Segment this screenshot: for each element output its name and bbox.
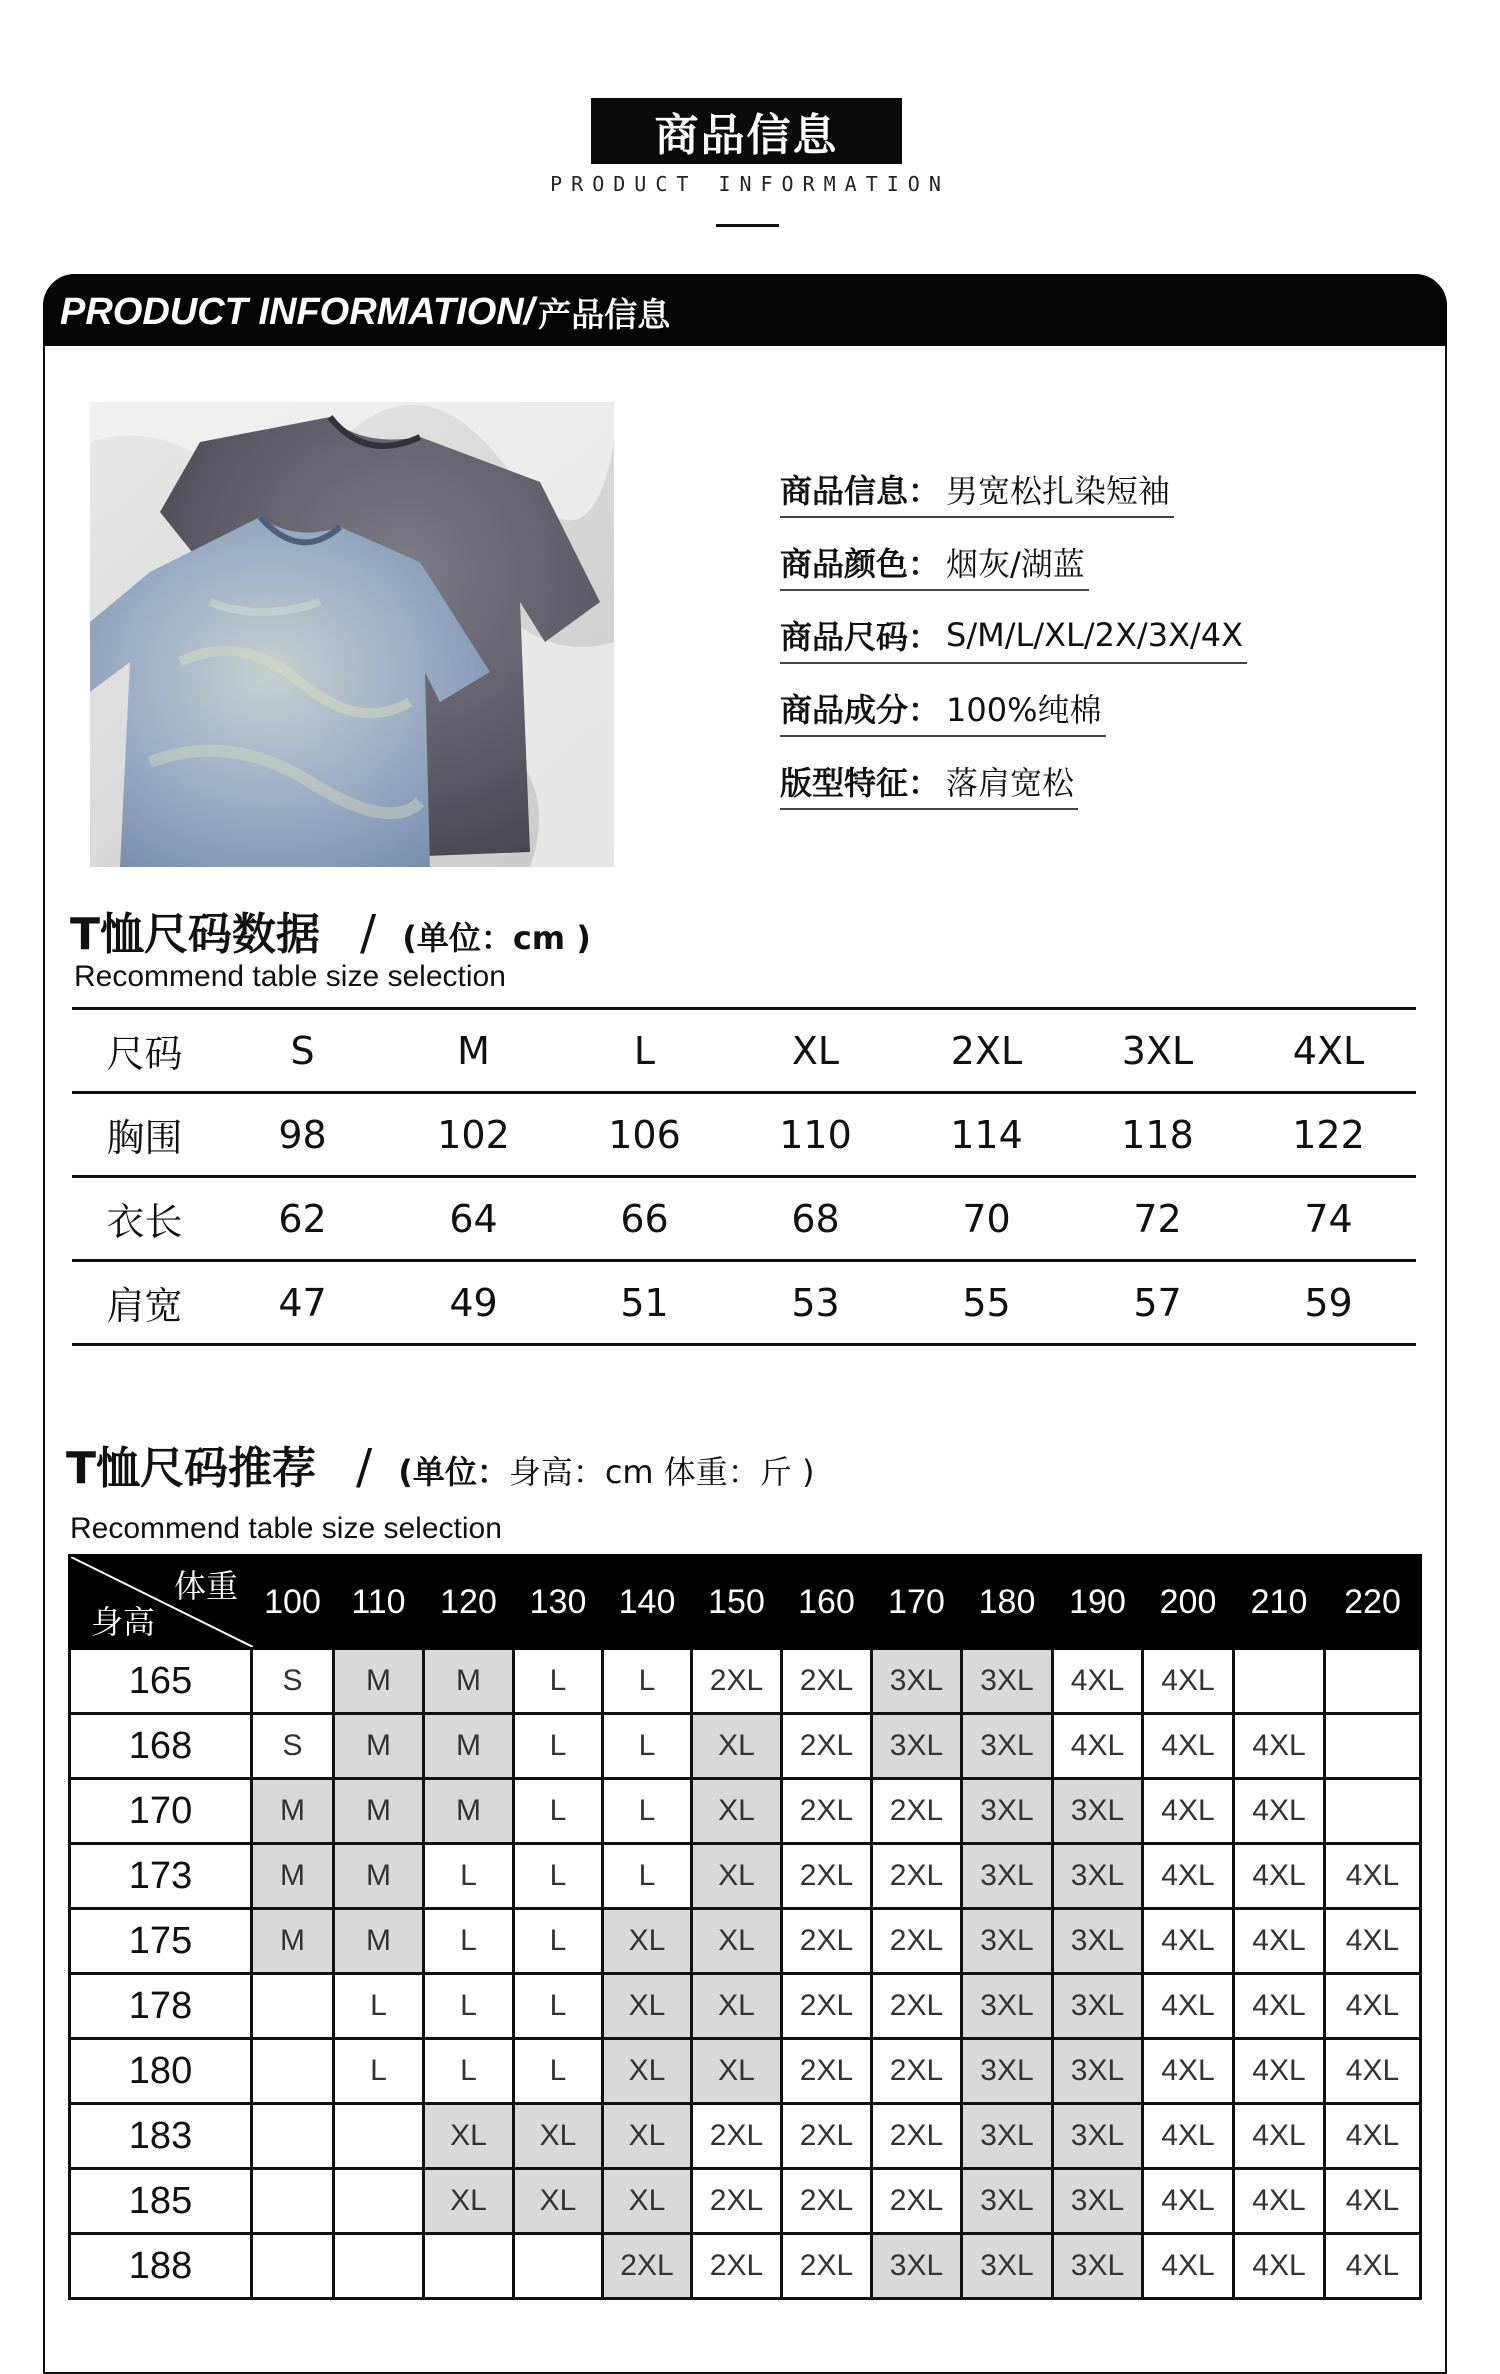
size-cell: 2XL xyxy=(872,2169,962,2234)
size-cell: 2XL xyxy=(782,1974,872,2039)
size-cell: M xyxy=(252,1844,334,1909)
table-cell: 59 xyxy=(1304,1280,1353,1325)
size-cell: 3XL xyxy=(1053,1909,1143,1974)
size-cell: 4XL xyxy=(1325,2039,1421,2104)
size-cell: XL xyxy=(692,1844,782,1909)
table-row xyxy=(70,2234,1421,2299)
table-row xyxy=(70,1909,1421,1974)
title-slash: / xyxy=(356,1439,373,1495)
weight-header: 120 xyxy=(424,1556,514,1649)
size-cell: 3XL xyxy=(962,2039,1053,2104)
table-cell: 4XL xyxy=(1292,1028,1365,1073)
recommend-heading: T恤尺码推荐 xyxy=(66,1443,317,1494)
size-cell: 4XL xyxy=(1234,2104,1325,2169)
table-cell: L xyxy=(633,1028,656,1073)
title-divider xyxy=(716,224,779,227)
tshirt-photo-illustration xyxy=(90,402,614,867)
size-cell: 2XL xyxy=(603,2234,692,2299)
size-cell: XL xyxy=(692,1779,782,1844)
size-cell: L xyxy=(514,1909,603,1974)
size-cell: XL xyxy=(603,2169,692,2234)
info-value: S/M/L/XL/2X/3X/4X xyxy=(946,616,1244,654)
table-row xyxy=(72,1259,1416,1346)
size-cell: 3XL xyxy=(1053,1779,1143,1844)
size-cell: S xyxy=(252,1714,334,1779)
size-cell: 2XL xyxy=(782,1909,872,1974)
info-value: 落肩宽松 xyxy=(946,764,1075,802)
info-value: 100%纯棉 xyxy=(946,691,1102,729)
size-cell: M xyxy=(424,1714,514,1779)
size-cell: 3XL xyxy=(962,1779,1053,1844)
size-cell: 4XL xyxy=(1143,1649,1234,1714)
row-label: 尺码 xyxy=(106,1032,183,1076)
size-data-title xyxy=(70,898,591,962)
page-subtitle: PRODUCT INFORMATION xyxy=(550,172,950,196)
size-cell: 2XL xyxy=(872,1909,962,1974)
weight-header: 110 xyxy=(334,1556,424,1649)
info-label: 版型特征： xyxy=(780,764,941,802)
size-cell: XL xyxy=(603,1909,692,1974)
size-cell: XL xyxy=(603,1974,692,2039)
size-cell: 4XL xyxy=(1143,2104,1234,2169)
size-cell: XL xyxy=(603,2104,692,2169)
size-cell: M xyxy=(334,1909,424,1974)
size-cell: XL xyxy=(424,2104,514,2169)
weight-header: 210 xyxy=(1234,1556,1325,1649)
size-cell: L xyxy=(424,1844,514,1909)
table-cell: 102 xyxy=(437,1112,510,1157)
size-cell: 3XL xyxy=(872,2234,962,2299)
size-cell: 4XL xyxy=(1234,1779,1325,1844)
size-cell: 4XL xyxy=(1053,1649,1143,1714)
size-cell: M xyxy=(334,1714,424,1779)
size-cell: L xyxy=(424,2039,514,2104)
size-cell: 3XL xyxy=(872,1649,962,1714)
info-row-color xyxy=(780,535,1089,591)
table-cell: XL xyxy=(791,1028,840,1073)
size-cell: L xyxy=(603,1779,692,1844)
table-cell: 98 xyxy=(278,1112,327,1157)
height-label: 173 xyxy=(70,1844,252,1909)
size-cell: 3XL xyxy=(962,1649,1053,1714)
size-cell: 2XL xyxy=(872,1974,962,2039)
size-cell: 3XL xyxy=(1053,2169,1143,2234)
weight-header: 140 xyxy=(603,1556,692,1649)
table-row xyxy=(70,2169,1421,2234)
size-data-unit: (单位：cm ) xyxy=(402,919,591,957)
table-cell: 106 xyxy=(608,1112,681,1157)
size-cell xyxy=(252,2104,334,2169)
recommend-unit-bold: (单位： xyxy=(398,1453,509,1491)
table-row xyxy=(70,2104,1421,2169)
recommend-subtitle: Recommend table size selection xyxy=(70,1512,502,1545)
height-label: 183 xyxy=(70,2104,252,2169)
weight-header: 180 xyxy=(962,1556,1053,1649)
size-cell: 2XL xyxy=(782,2169,872,2234)
size-cell: 4XL xyxy=(1234,1844,1325,1909)
size-cell: M xyxy=(334,1649,424,1714)
size-cell: L xyxy=(424,1974,514,2039)
table-row xyxy=(70,1779,1421,1844)
card-header-en: PRODUCT INFORMATION/ xyxy=(60,290,535,333)
size-cell: 2XL xyxy=(782,1844,872,1909)
recommend-unit xyxy=(398,1447,814,1493)
info-label: 商品尺码： xyxy=(780,618,941,656)
size-cell: L xyxy=(334,1974,424,2039)
table-cell: 70 xyxy=(962,1196,1011,1241)
page-title: 商品信息 xyxy=(591,98,902,164)
table-cell: 66 xyxy=(620,1196,669,1241)
size-cell xyxy=(1325,1649,1421,1714)
info-row-material xyxy=(780,681,1106,737)
size-cell: 2XL xyxy=(692,2104,782,2169)
size-cell: 3XL xyxy=(962,1844,1053,1909)
size-cell: 4XL xyxy=(1325,2104,1421,2169)
size-cell: XL xyxy=(603,2039,692,2104)
size-cell: 4XL xyxy=(1143,2039,1234,2104)
corner-weight-label: 体重 xyxy=(173,1568,238,1604)
table-cell: 114 xyxy=(950,1112,1023,1157)
size-cell: L xyxy=(514,1779,603,1844)
size-cell: 3XL xyxy=(962,1714,1053,1779)
size-cell xyxy=(424,2234,514,2299)
size-cell: L xyxy=(514,1714,603,1779)
recommend-unit-thin: 身高：cm 体重：斤 ) xyxy=(508,1453,815,1491)
info-label: 商品信息： xyxy=(780,472,941,510)
info-label: 商品颜色： xyxy=(780,545,941,583)
table-row xyxy=(72,1175,1416,1259)
table-cell: M xyxy=(457,1028,490,1073)
size-cell xyxy=(1234,1649,1325,1714)
weight-header: 160 xyxy=(782,1556,872,1649)
table-row xyxy=(70,1844,1421,1909)
info-row-fit xyxy=(780,754,1078,810)
size-measurement-table xyxy=(72,1007,1416,1346)
size-cell: 4XL xyxy=(1143,2234,1234,2299)
corner-header xyxy=(70,1556,252,1649)
size-cell xyxy=(334,2169,424,2234)
size-cell: 4XL xyxy=(1234,2039,1325,2104)
info-value: 男宽松扎染短袖 xyxy=(946,472,1171,510)
weight-header: 130 xyxy=(514,1556,603,1649)
size-cell: 4XL xyxy=(1143,1779,1234,1844)
size-cell xyxy=(1325,1714,1421,1779)
size-cell: 3XL xyxy=(872,1714,962,1779)
table-row xyxy=(70,1649,1421,1714)
table-cell: 51 xyxy=(620,1280,669,1325)
size-cell: 3XL xyxy=(962,2169,1053,2234)
height-label: 180 xyxy=(70,2039,252,2104)
size-cell: 4XL xyxy=(1053,1714,1143,1779)
table-cell: 2XL xyxy=(950,1028,1023,1073)
size-cell: 4XL xyxy=(1234,2234,1325,2299)
row-label: 衣长 xyxy=(106,1200,183,1244)
size-recommendation-table xyxy=(68,1554,1422,2300)
weight-header: 150 xyxy=(692,1556,782,1649)
size-cell: 3XL xyxy=(1053,2039,1143,2104)
size-cell: M xyxy=(424,1779,514,1844)
weight-header: 220 xyxy=(1325,1556,1421,1649)
table-cell: 64 xyxy=(449,1196,498,1241)
size-cell: 3XL xyxy=(962,2104,1053,2169)
size-cell: 3XL xyxy=(1053,2234,1143,2299)
size-cell xyxy=(252,1974,334,2039)
height-label: 165 xyxy=(70,1649,252,1714)
height-label: 178 xyxy=(70,1974,252,2039)
table-cell: 72 xyxy=(1133,1196,1182,1241)
table-header-row xyxy=(72,1007,1416,1091)
size-cell: 4XL xyxy=(1143,1974,1234,2039)
size-cell: XL xyxy=(692,1909,782,1974)
size-cell: L xyxy=(514,1844,603,1909)
size-cell: M xyxy=(252,1909,334,1974)
size-cell: L xyxy=(514,1974,603,2039)
size-cell: 2XL xyxy=(692,2234,782,2299)
size-cell: 2XL xyxy=(872,1779,962,1844)
size-cell xyxy=(252,2169,334,2234)
size-cell: M xyxy=(424,1649,514,1714)
size-cell: L xyxy=(603,1649,692,1714)
size-cell: 4XL xyxy=(1143,1844,1234,1909)
size-cell: 4XL xyxy=(1143,2169,1234,2234)
size-cell xyxy=(514,2234,603,2299)
size-cell: 2XL xyxy=(782,1649,872,1714)
table-cell: 3XL xyxy=(1121,1028,1194,1073)
size-cell: 4XL xyxy=(1143,1909,1234,1974)
size-cell: L xyxy=(514,1649,603,1714)
table-cell: 74 xyxy=(1304,1196,1353,1241)
size-cell: M xyxy=(334,1844,424,1909)
row-label: 肩宽 xyxy=(106,1284,183,1328)
size-cell: 4XL xyxy=(1143,1714,1234,1779)
size-cell: M xyxy=(252,1779,334,1844)
corner-height-label: 身高 xyxy=(91,1604,156,1640)
info-label: 商品成分： xyxy=(780,691,941,729)
size-cell xyxy=(252,2234,334,2299)
table-cell: S xyxy=(290,1028,315,1073)
size-cell: 2XL xyxy=(872,1844,962,1909)
size-cell: 2XL xyxy=(872,2104,962,2169)
info-row-name xyxy=(780,462,1174,518)
card-header-cn: 产品信息 xyxy=(538,294,671,334)
table-cell: 55 xyxy=(962,1280,1011,1325)
product-photo xyxy=(90,402,614,867)
size-cell: XL xyxy=(692,1714,782,1779)
table-cell: 68 xyxy=(791,1196,840,1241)
height-label: 188 xyxy=(70,2234,252,2299)
size-cell: 4XL xyxy=(1234,1714,1325,1779)
size-cell: XL xyxy=(692,1974,782,2039)
table-cell: 118 xyxy=(1121,1112,1194,1157)
size-cell: 2XL xyxy=(692,1649,782,1714)
row-label: 胸围 xyxy=(106,1116,183,1160)
size-cell xyxy=(1325,1779,1421,1844)
size-cell: 2XL xyxy=(782,1779,872,1844)
size-cell: XL xyxy=(692,2039,782,2104)
size-cell: 4XL xyxy=(1234,1909,1325,1974)
title-slash: / xyxy=(360,905,377,961)
size-cell: 2XL xyxy=(782,2104,872,2169)
size-cell: 3XL xyxy=(962,1974,1053,2039)
size-data-heading: T恤尺码数据 xyxy=(70,909,321,960)
size-cell xyxy=(334,2104,424,2169)
table-cell: 47 xyxy=(278,1280,327,1325)
size-cell: L xyxy=(603,1714,692,1779)
height-label: 170 xyxy=(70,1779,252,1844)
size-cell: L xyxy=(603,1844,692,1909)
table-cell: 110 xyxy=(779,1112,852,1157)
weight-header: 100 xyxy=(252,1556,334,1649)
size-cell: 4XL xyxy=(1325,1974,1421,2039)
size-cell: L xyxy=(424,1909,514,1974)
size-cell: 3XL xyxy=(1053,1844,1143,1909)
size-cell: 2XL xyxy=(692,2169,782,2234)
table-row xyxy=(70,1714,1421,1779)
size-cell: 2XL xyxy=(782,2234,872,2299)
size-cell xyxy=(252,2039,334,2104)
size-cell: 2XL xyxy=(872,2039,962,2104)
table-cell: 49 xyxy=(449,1280,498,1325)
info-row-size xyxy=(780,608,1247,664)
height-label: 168 xyxy=(70,1714,252,1779)
size-cell: XL xyxy=(514,2104,603,2169)
size-cell: XL xyxy=(514,2169,603,2234)
table-cell: 53 xyxy=(791,1280,840,1325)
table-row xyxy=(70,1974,1421,2039)
table-cell: 62 xyxy=(278,1196,327,1241)
size-cell: 4XL xyxy=(1234,2169,1325,2234)
card-header-title xyxy=(60,284,670,340)
size-cell: S xyxy=(252,1649,334,1714)
table-row xyxy=(70,2039,1421,2104)
size-cell: 2XL xyxy=(782,1714,872,1779)
table-row xyxy=(72,1091,1416,1175)
height-label: 175 xyxy=(70,1909,252,1974)
size-cell: 4XL xyxy=(1325,2169,1421,2234)
size-cell: 3XL xyxy=(1053,1974,1143,2039)
height-label: 185 xyxy=(70,2169,252,2234)
size-cell: 4XL xyxy=(1325,1844,1421,1909)
size-cell: 4XL xyxy=(1325,2234,1421,2299)
weight-header: 190 xyxy=(1053,1556,1143,1649)
weight-header: 170 xyxy=(872,1556,962,1649)
info-value: 烟灰/湖蓝 xyxy=(946,545,1085,583)
size-cell: 4XL xyxy=(1234,1974,1325,2039)
size-cell: L xyxy=(514,2039,603,2104)
size-cell: XL xyxy=(424,2169,514,2234)
weight-header: 200 xyxy=(1143,1556,1234,1649)
recommend-title xyxy=(66,1432,814,1496)
table-cell: 122 xyxy=(1292,1112,1365,1157)
table-cell: 57 xyxy=(1133,1280,1182,1325)
size-cell: L xyxy=(334,2039,424,2104)
size-cell: 3XL xyxy=(1053,2104,1143,2169)
size-data-subtitle: Recommend table size selection xyxy=(74,960,506,993)
size-cell: 2XL xyxy=(782,2039,872,2104)
size-cell: 3XL xyxy=(962,2234,1053,2299)
size-cell: 4XL xyxy=(1325,1909,1421,1974)
size-cell xyxy=(334,2234,424,2299)
size-cell: M xyxy=(334,1779,424,1844)
size-cell: 3XL xyxy=(962,1909,1053,1974)
